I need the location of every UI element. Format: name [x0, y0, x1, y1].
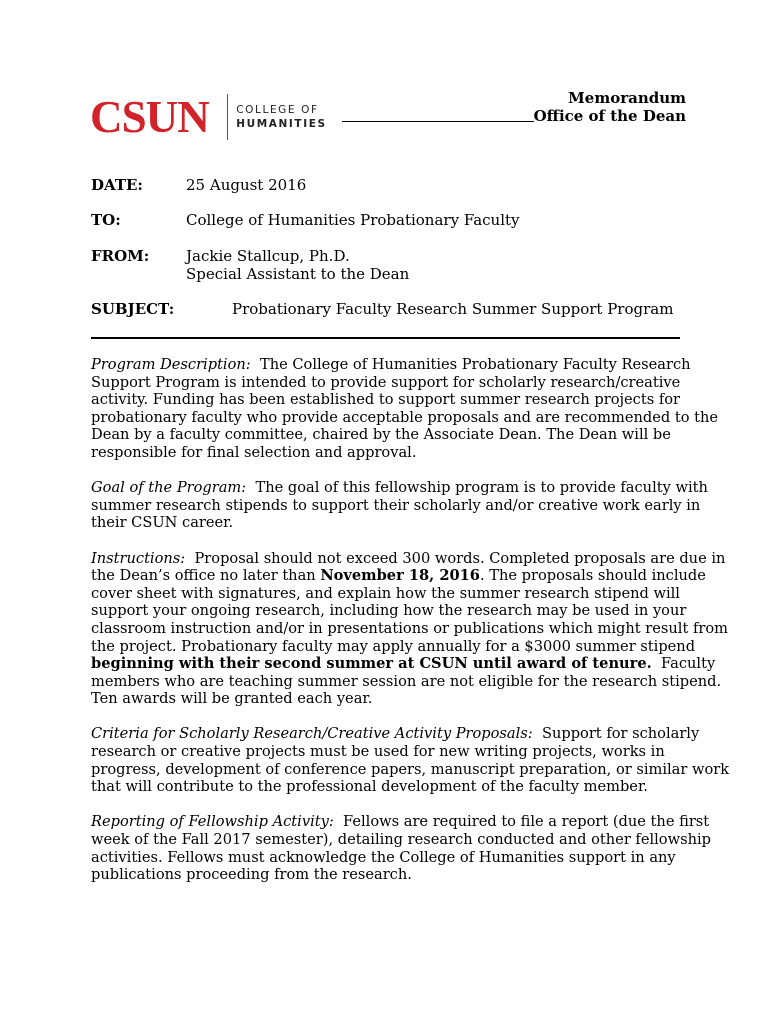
from-title: Special Assistant to the Dean: [186, 265, 410, 283]
csun-logo: [90, 91, 327, 142]
to-label: TO:: [91, 211, 121, 229]
logo-wordmark: CSUN: [90, 91, 209, 142]
date-value: 25 August 2016: [186, 176, 307, 194]
instructions-paragraph: [91, 550, 731, 708]
instructions-eligibility: beginning with their second summer at CSUN until award of tenure.: [91, 655, 652, 673]
memo-heading: [534, 89, 686, 125]
instructions-text-2: . The proposals should include cover sheet with signatures, and explain how the summer research stipend will support your ongoing research, including how the research may be used in your classroom instruction and/or in presentations or publications which might result from the project. Probationary faculty may apply annually for a $3000 summer stipend: [91, 567, 728, 655]
subject-label: SUBJECT:: [91, 300, 175, 318]
date-label: DATE:: [91, 176, 143, 194]
reporting-heading: Reporting of Fellowship Activity:: [91, 813, 334, 831]
criteria-heading: Criteria for Scholarly Research/Creative Activity Proposals:: [91, 725, 533, 743]
program-description-paragraph: [91, 356, 731, 462]
criteria-paragraph: [91, 725, 731, 795]
logo-line1: COLLEGE OF: [236, 104, 319, 116]
instructions-text-1: Proposal should not exceed 300 words. Completed proposals are due in the Dean’s office no later than: [91, 549, 726, 585]
reporting-text: Fellows are required to file a report (due the first week of the Fall 2017 semester), detailing research conducted and other fellowship activities. Fellows must acknowledge the College of Humanities support in any publications proceeding from the research.: [91, 813, 711, 884]
instructions-heading: Instructions:: [91, 549, 186, 567]
from-name: Jackie Stallcup, Ph.D.: [186, 247, 350, 265]
goal-heading: Goal of the Program:: [91, 479, 247, 497]
to-value: College of Humanities Probationary Faculty: [186, 211, 520, 229]
subject-value: Probationary Faculty Research Summer Support Program: [232, 300, 674, 318]
logo-college-name: [236, 103, 326, 131]
logo-line2: HUMANITIES: [236, 118, 327, 130]
criteria-text: Support for scholarly research or creative projects must be used for new writing projects, works in progress, development of conference papers, manuscript preparation, or similar work that will contribute to the professional development of the faculty member.: [91, 725, 730, 796]
instructions-text-3: Faculty members who are teaching summer session are not eligible for the research stipend. Ten awards will be granted each year.: [91, 655, 722, 708]
memo-title: Memorandum: [568, 89, 686, 107]
from-value: [186, 247, 409, 283]
memo-body: [91, 356, 731, 901]
memo-office: Office of the Dean: [533, 107, 686, 125]
memo-header-rule: [342, 121, 534, 122]
from-label: FROM:: [91, 247, 150, 265]
instructions-deadline: November 18, 2016: [320, 567, 480, 585]
goal-paragraph: [91, 479, 731, 532]
program-description-heading: Program Description:: [91, 356, 251, 373]
program-description-text: The College of Humanities Probationary Faculty Research Support Program is intended to provide support for scholarly research/creative activity. Funding has been established to support summer research projects for probationary faculty who provide acceptable proposals and are recommended to the Dean by a faculty committee, chaired by the Associate Dean. The Dean will be responsible for final selection and approval.: [91, 356, 719, 461]
logo-divider: [227, 94, 228, 140]
reporting-paragraph: [91, 813, 731, 883]
goal-text: The goal of this fellowship program is to provide faculty with summer research stipends to support their scholarly and/or creative work early in their CSUN career.: [91, 479, 708, 532]
subject-divider: [91, 337, 680, 339]
